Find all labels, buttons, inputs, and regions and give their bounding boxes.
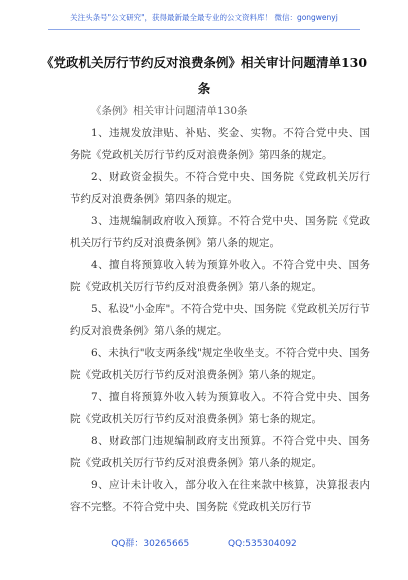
list-item: 8、财政部门违规编制政府支出预算。不符合党中央、国务院《党政机关厉行节约反对浪费条例》第八条的规定。 <box>70 435 370 469</box>
list-item: 6、未执行"收支两条线"规定坐收坐支。不符合党中央、国务院《党政机关厉行节约反对浪费条例》第八条的规定。 <box>70 347 370 381</box>
document-title: 《党政机关厉行节约反对浪费条例》相关审计问题清单130条 <box>40 55 368 96</box>
footer-qq: QQ:535304092 <box>228 539 297 549</box>
list-item: 5、私设"小金库"。不符合党中央、国务院《党政机关厉行节约反对浪费条例》第八条的规定。 <box>70 303 370 337</box>
page-header <box>0 0 408 34</box>
list-item: 7、擅自将预算外收入转为预算收入。不符合党中央、国务院《党政机关厉行节约反对浪费条例》第七条的规定。 <box>70 391 370 425</box>
list-item: 2、财政资金损失。不符合党中央、国务院《党政机关厉行节约反对浪费条例》第四条的规定。 <box>70 171 370 205</box>
list-item: 3、违规编制政府收入预算。不符合党中央、国务院《党政机关厉行节约反对浪费条例》第八条的规定。 <box>70 215 370 249</box>
header-divider <box>48 29 360 30</box>
document-subtitle: 《条例》相关审计问题清单130条 <box>91 105 248 117</box>
list-item: 1、违规发放津贴、补贴、奖金、实物。不符合党中央、国务院《党政机关厉行节约反对浪费条例》第四条的规定。 <box>70 127 370 161</box>
header-notice: 关注头条号"公文研究"，获得最新最全最专业的公文资料库！ 微信：gongwenyj <box>70 13 338 22</box>
list-item: 4、擅自将预算收入转为预算外收入。不符合党中央、国务院《党政机关厉行节约反对浪费条例》第八条的规定。 <box>70 259 370 293</box>
page-footer <box>0 536 408 549</box>
footer-qq-group: QQ群：30265665 <box>111 539 190 549</box>
list-item: 9、应计未计收入，部分收入在往来款中核算，决算报表内容不完整。不符合党中央、国务院《党政机关厉行节 <box>70 479 370 513</box>
document-body <box>70 100 370 518</box>
